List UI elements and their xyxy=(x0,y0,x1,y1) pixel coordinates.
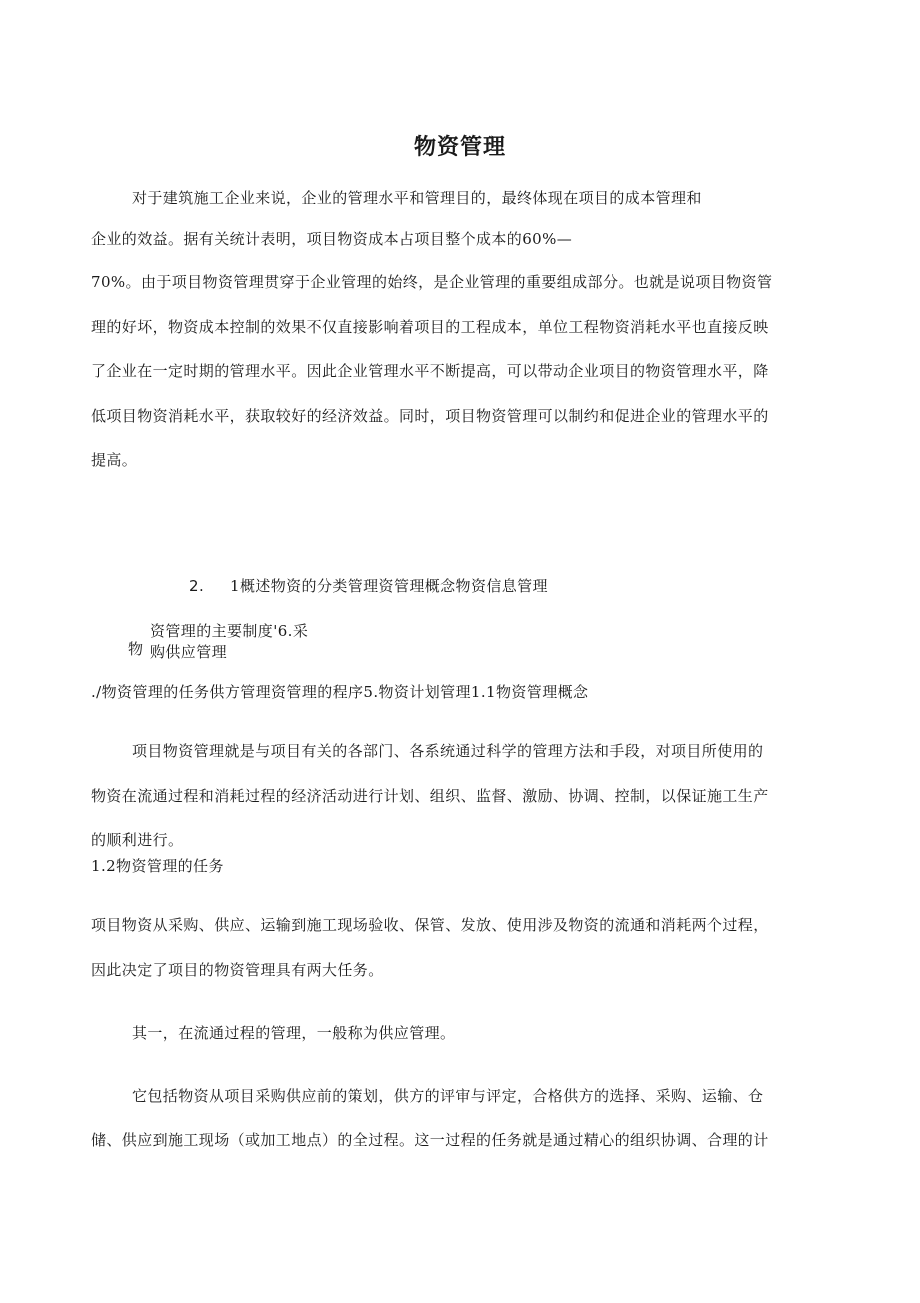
toc-line-3: 购供应管理 xyxy=(150,643,228,661)
intro-line-5: 了企业在一定时期的管理水平。因此企业管理水平不断提高，可以带动企业项目的物资管理水平，降 xyxy=(91,362,769,380)
page-title: 物资管理 xyxy=(413,135,506,160)
intro-line-4: 理的好坏，物资成本控制的效果不仅直接影响着项目的工程成本，单位工程物资消耗水平也直接反映 xyxy=(91,318,769,336)
tasks-line-1: 项目物资从采购、供应、运输到施工现场验收、保管、发放、使用涉及物资的流通和消耗两个过程， xyxy=(91,916,769,934)
tasks-heading: 1.2物资管理的任务 xyxy=(91,857,224,875)
tasks-line-4: 它包括物资从项目采购供应前的策划，供方的评审与评定，合格供方的选择、采购、运输、仓 xyxy=(132,1087,764,1105)
concept-line-2: 物资在流通过程和消耗过程的经济活动进行计划、组织、监督、激励、协调、控制，以保证施工生产 xyxy=(91,787,769,805)
toc-line-1: 1概述物资的分类管理资管理概念物资信息管理 xyxy=(230,577,548,595)
intro-line-7: 提高。 xyxy=(91,451,138,469)
toc-char-wu: 物 xyxy=(128,640,144,658)
intro-line-6: 低项目物资消耗水平，获取较好的经济效益。同时，项目物资管理可以制约和促进企业的管理水平的 xyxy=(91,407,769,425)
intro-line-3: 70%。由于项目物资管理贯穿于企业管理的始终，是企业管理的重要组成部分。也就是说项目物资管 xyxy=(91,273,773,291)
tasks-line-5: 储、供应到施工现场（或加工地点）的全过程。这一过程的任务就是通过精心的组织协调、合理的计 xyxy=(91,1131,769,1149)
tasks-line-2: 因此决定了项目的物资管理具有两大任务。 xyxy=(91,961,384,979)
toc-number: 2. xyxy=(189,577,205,595)
tasks-line-3: 其一，在流通过程的管理，一般称为供应管理。 xyxy=(132,1024,456,1042)
toc-line-4: ./物资管理的任务供方管理资管理的程序5.物资计划管理1.1物资管理概念 xyxy=(91,683,589,701)
intro-line-2: 企业的效益。据有关统计表明，项目物资成本占项目整个成本的60%— xyxy=(91,230,573,248)
intro-line-1: 对于建筑施工企业来说，企业的管理水平和管理目的，最终体现在项目的成本管理和 xyxy=(132,189,702,207)
toc-line-2: 资管理的主要制度'6.采 xyxy=(150,622,309,640)
concept-line-3: 的顺利进行。 xyxy=(91,831,184,849)
concept-line-1: 项目物资管理就是与项目有关的各部门、各系统通过科学的管理方法和手段，对项目所使用的 xyxy=(132,742,764,760)
